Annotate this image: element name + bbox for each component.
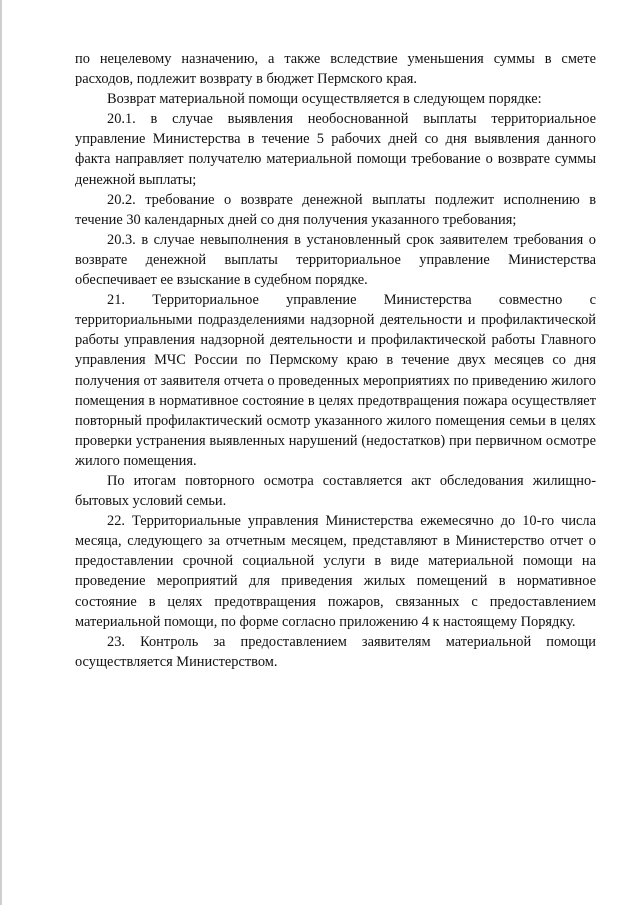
paragraph-20-3: 20.3. в случае невыполнения в установленный срок заявителем требования о возврате денежной выплаты территориальное управление Министерства обеспечивает ее взыскание в судебном порядке. bbox=[75, 231, 596, 289]
paragraph-continuation: по нецелевому назначению, а также вследствие уменьшения суммы в смете расходов, подлежит возврату в бюджет Пермского края. bbox=[75, 51, 596, 88]
paragraph-23: 23. Контроль за предоставлением заявителям материальной помощи осуществляется Министерством. bbox=[75, 633, 596, 670]
paragraph-20-2: 20.2. требование о возврате денежной выплаты подлежит исполнению в течение 30 календарных дней со дня получения указанного требования; bbox=[75, 191, 596, 228]
paragraph-20-1: 20.1. в случае выявления необоснованной выплаты территориальное управление Министерства в течение 5 рабочих дней со дня выявления данного факта направляет получателю материальной помощи требование о возврате суммы денежной выплаты; bbox=[75, 111, 596, 188]
document-body bbox=[75, 49, 596, 672]
paragraph-22: 22. Территориальные управления Министерства ежемесячно до 10-го числа месяца, следующего за отчетным месяцем, представляют в Министерство отчет о предоставлении срочной социальной услуги в виде материальной помощи на проведение мероприятий для приведения жилых помещений в нормативное состояние в целях предотвращения пожаров, связанных с предоставлением материальной помощи, по форме согласно приложению 4 к настоящему Порядку. bbox=[75, 513, 596, 630]
paragraph-inspection-act: По итогам повторного осмотра составляется акт обследования жилищно-бытовых условий семьи. bbox=[75, 472, 596, 510]
paragraph-refund-order: Возврат материальной помощи осуществляется в следующем порядке: bbox=[107, 91, 542, 108]
paragraph-21: 21. Территориальное управление Министерства совместно с территориальными подразделениями надзорной деятельности и профилактической работы управления надзорной деятельности и профилактической работы Главного управления МЧС России по Пермскому краю в течение двух месяцев со дня получения от заявителя отчета о проведенных мероприятиях по приведению жилого помещения в нормативное состояние в целях предотвращения пожара осуществляет повторный профилактический осмотр указанного жилого помещения семьи в целях проверки устранения выявленных нарушений (недостатков) при первичном осмотре жилого помещения. bbox=[75, 292, 596, 469]
scan-edge-line bbox=[0, 0, 2, 905]
